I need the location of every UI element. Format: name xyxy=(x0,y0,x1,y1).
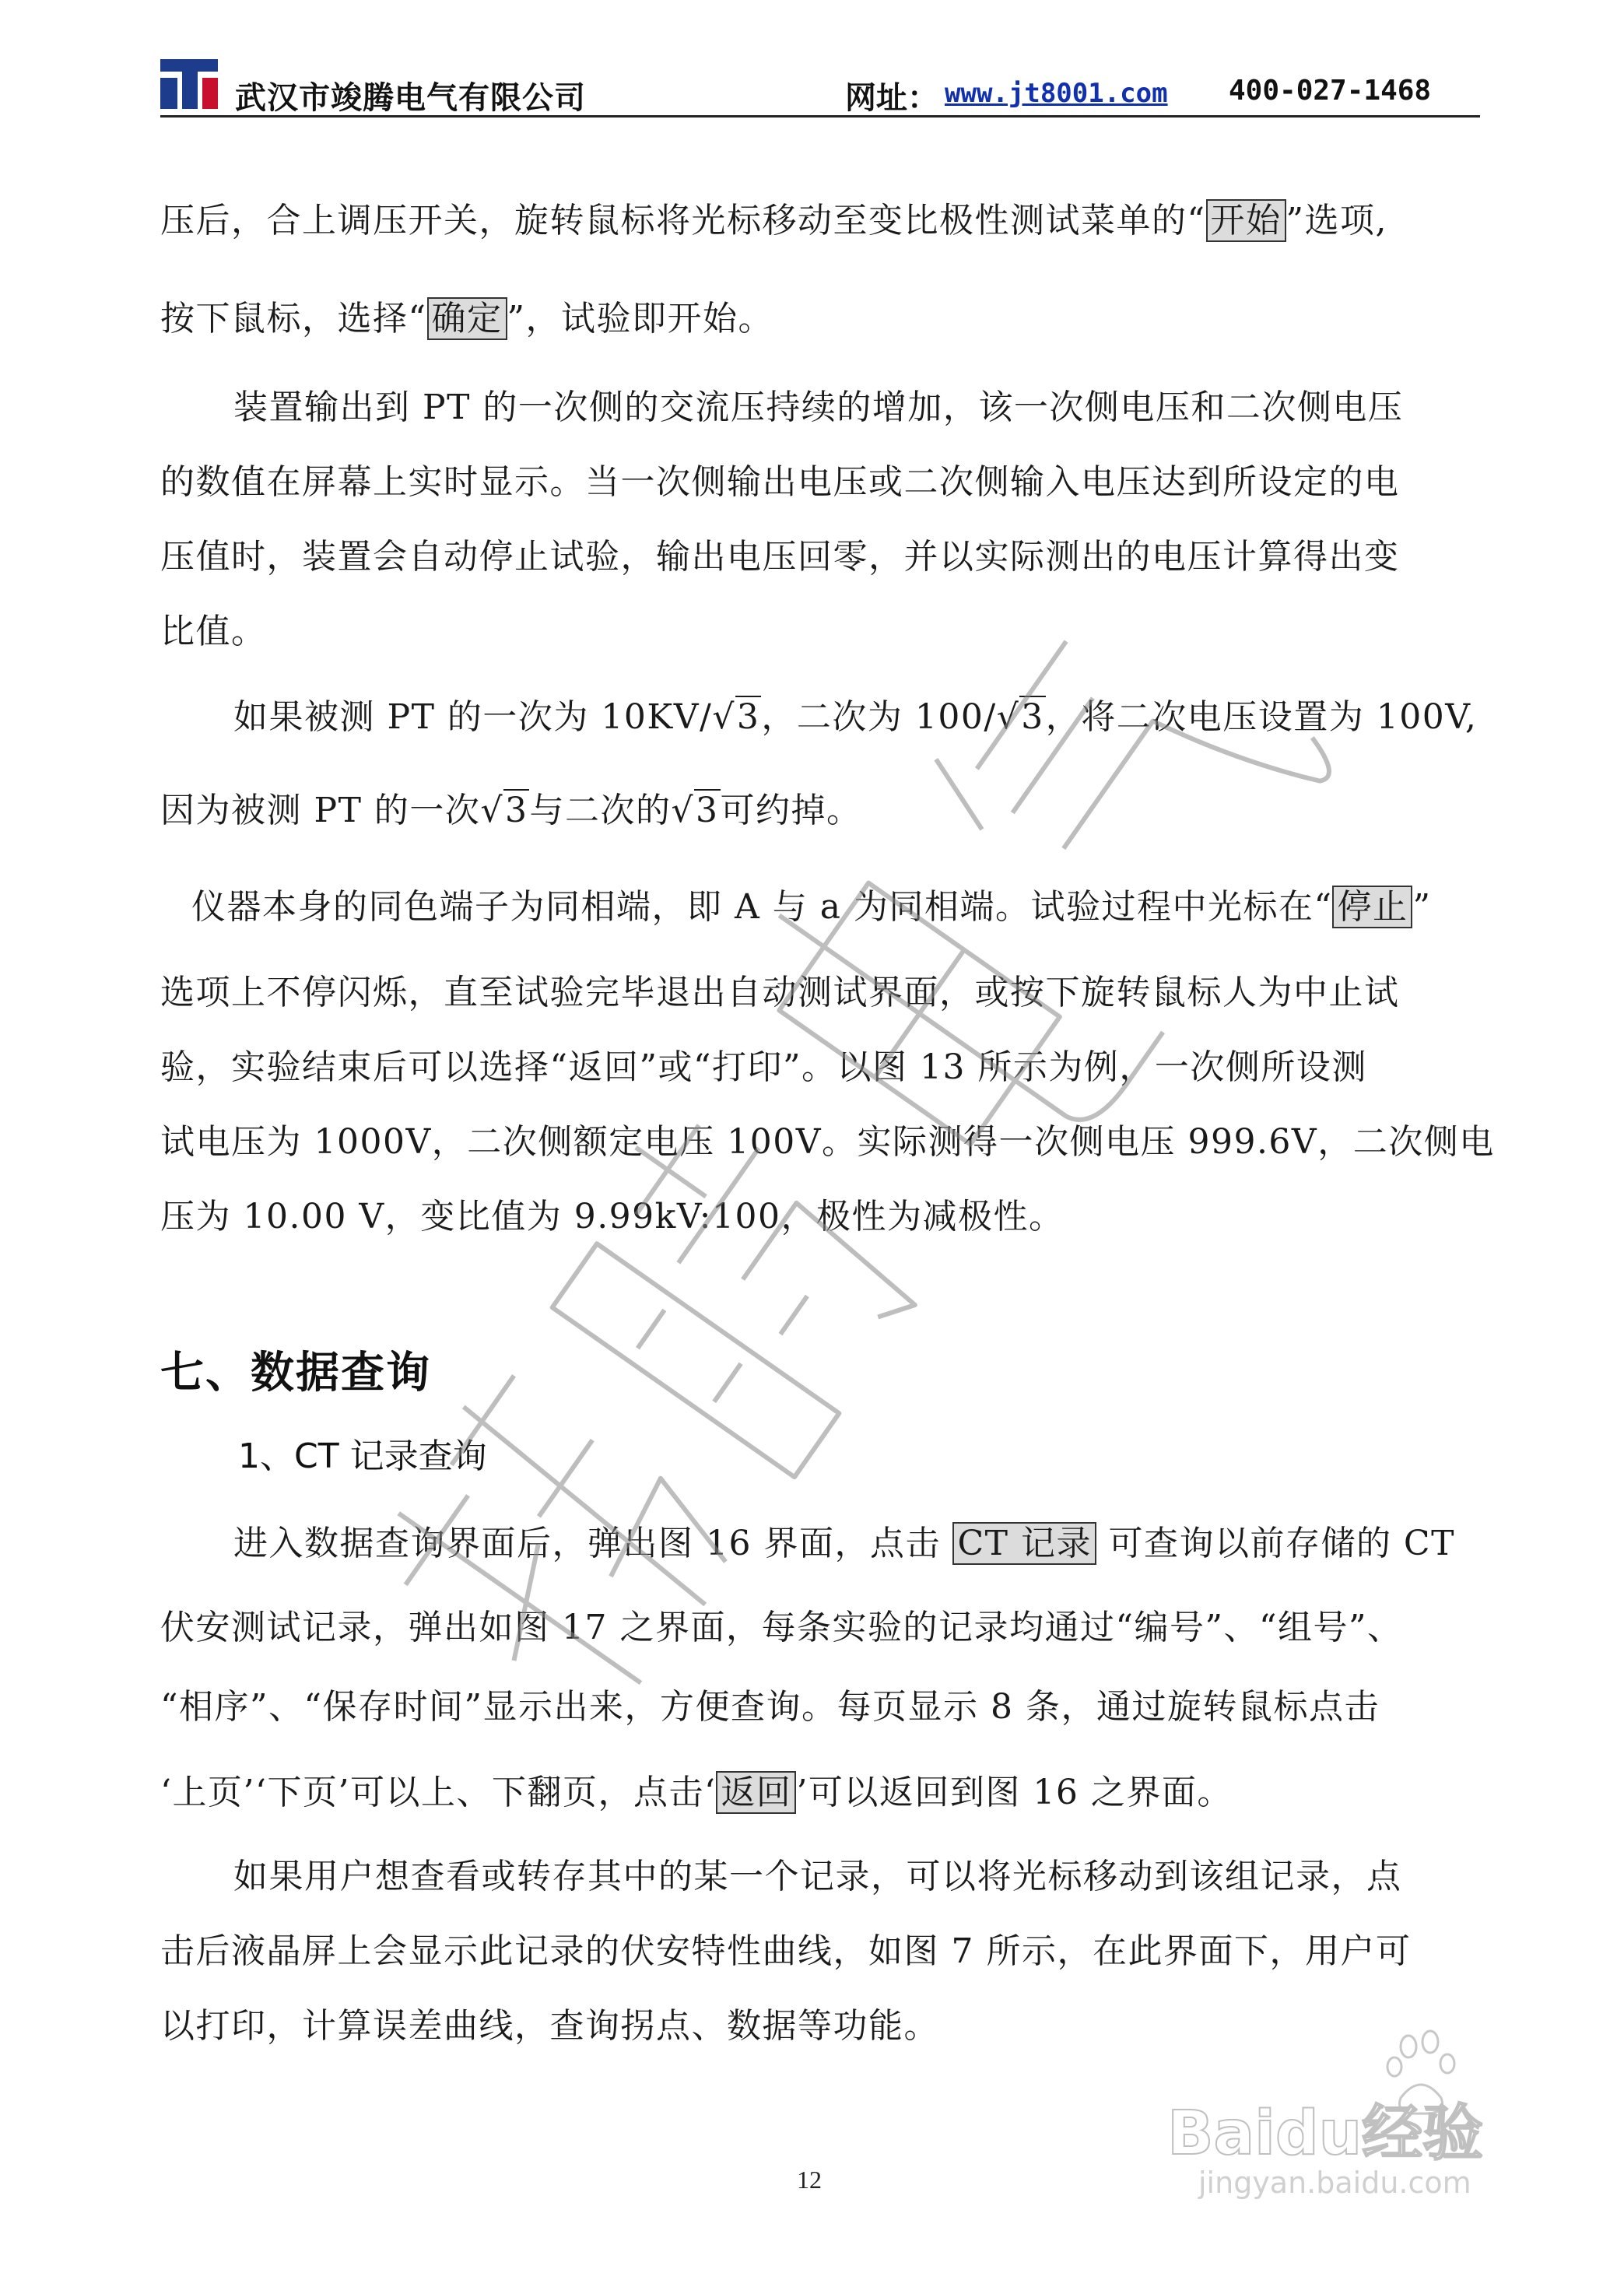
confirm-option-box: 确定 xyxy=(427,297,507,340)
para3-line2: 因为被测 PT 的一次√3与二次的√3可约掉。 xyxy=(160,773,1483,848)
para4-line5: 压为 10.00 V，变比值为 9.99kV:100，极性为减极性。 xyxy=(160,1197,1065,1236)
para2-line1: 装置输出到 PT 的一次侧的交流压持续的增加，该一次侧电压和二次侧电压 xyxy=(233,388,1404,427)
start-option-box: 开始 xyxy=(1206,199,1286,242)
phone-number: 400-027-1468 xyxy=(1229,75,1432,107)
return-option-box: 返回 xyxy=(716,1771,796,1814)
para4-line3: 验，实验结束后可以选择“返回”或“打印”。以图 13 所示为例，一次侧所设测 xyxy=(160,1047,1367,1087)
para6-line1: 如果用户想查看或转存其中的某一个记录，可以将光标移动到该组记录，点 xyxy=(233,1857,1402,1896)
baidu-brand-text: Baidu经验 xyxy=(1167,2099,1484,2169)
website-link[interactable]: www.jt8001.com xyxy=(945,78,1168,109)
sqrt3-formula: √3 xyxy=(480,791,528,830)
para3-line1: 如果被测 PT 的一次为 10KV/√3，二次为 100/√3，将二次电压设置为 100V, xyxy=(160,680,1556,755)
para1-line1: 压后，合上调压开关，旋转鼠标将光标移动至变比极性测试菜单的“ 开始 ”选项, xyxy=(160,201,1387,240)
page-header xyxy=(160,54,1480,118)
para4-line1: 仪器本身的同色端子为同相端，即 A 与 a 为同相端。试验过程中光标在“ 停止 ” xyxy=(191,887,1432,927)
baidu-jingyan-watermark xyxy=(1152,2023,1587,2202)
sqrt3-formula: √3 xyxy=(712,697,760,737)
para1-line2: 按下鼠标，选择“ 确定 ”，试验即开始。 xyxy=(160,299,773,338)
para5-line4: ‘上页’‘下页’可以上、下翻页，点击‘ 返回 ’可以返回到图 16 之界面。 xyxy=(160,1773,1233,1812)
ct-record-option-box: CT 记录 xyxy=(952,1522,1096,1565)
para5-line1: 进入数据查询界面后，弹出图 16 界面，点击 CT 记录 可查询以前存储的 CT xyxy=(233,1524,1455,1563)
para2-line2: 的数值在屏幕上实时显示。当一次侧输出电压或二次侧输入电压达到所设定的电 xyxy=(160,462,1400,502)
stop-option-box: 停止 xyxy=(1332,886,1412,928)
section-subtitle: 1、CT 记录查询 xyxy=(238,1436,487,1476)
website-label: 网址： xyxy=(845,80,938,116)
section-title: 七、数据查询 xyxy=(160,1348,431,1398)
para4-line2: 选项上不停闪烁，直至试验完毕退出自动测试界面，或按下旋转鼠标人为中止试 xyxy=(160,973,1400,1012)
para5-line2: 伏安测试记录，弹出如图 17 之界面，每条实验的记录均通过“编号”、“组号”、 xyxy=(160,1608,1403,1647)
para5-line3: “相序”、“保存时间”显示出来，方便查询。每页显示 8 条，通过旋转鼠标点击 xyxy=(160,1687,1380,1727)
company-name: 武汉市竣腾电气有限公司 xyxy=(235,80,586,116)
company-logo-icon xyxy=(160,56,218,112)
sqrt3-formula: √3 xyxy=(996,697,1044,737)
sqrt3-formula: √3 xyxy=(671,791,719,830)
para4-line4: 试电压为 1000V，二次侧额定电压 100V。实际测得一次侧电压 999.6V，二次侧电 xyxy=(160,1122,1495,1162)
para6-line3: 以打印，计算误差曲线，查询拐点、数据等功能。 xyxy=(160,2006,939,2046)
baidu-url-text: jingyan.baidu.com xyxy=(1198,2166,1471,2200)
para2-line4: 比值。 xyxy=(160,612,267,651)
page-number: 12 xyxy=(797,2166,822,2194)
para2-line3: 压值时，装置会自动停止试验，输出电压回零，并以实际测出的电压计算得出变 xyxy=(160,537,1400,577)
para6-line2: 击后液晶屏上会显示此记录的伏安特性曲线，如图 7 所示，在此界面下，用户可 xyxy=(160,1931,1412,1971)
